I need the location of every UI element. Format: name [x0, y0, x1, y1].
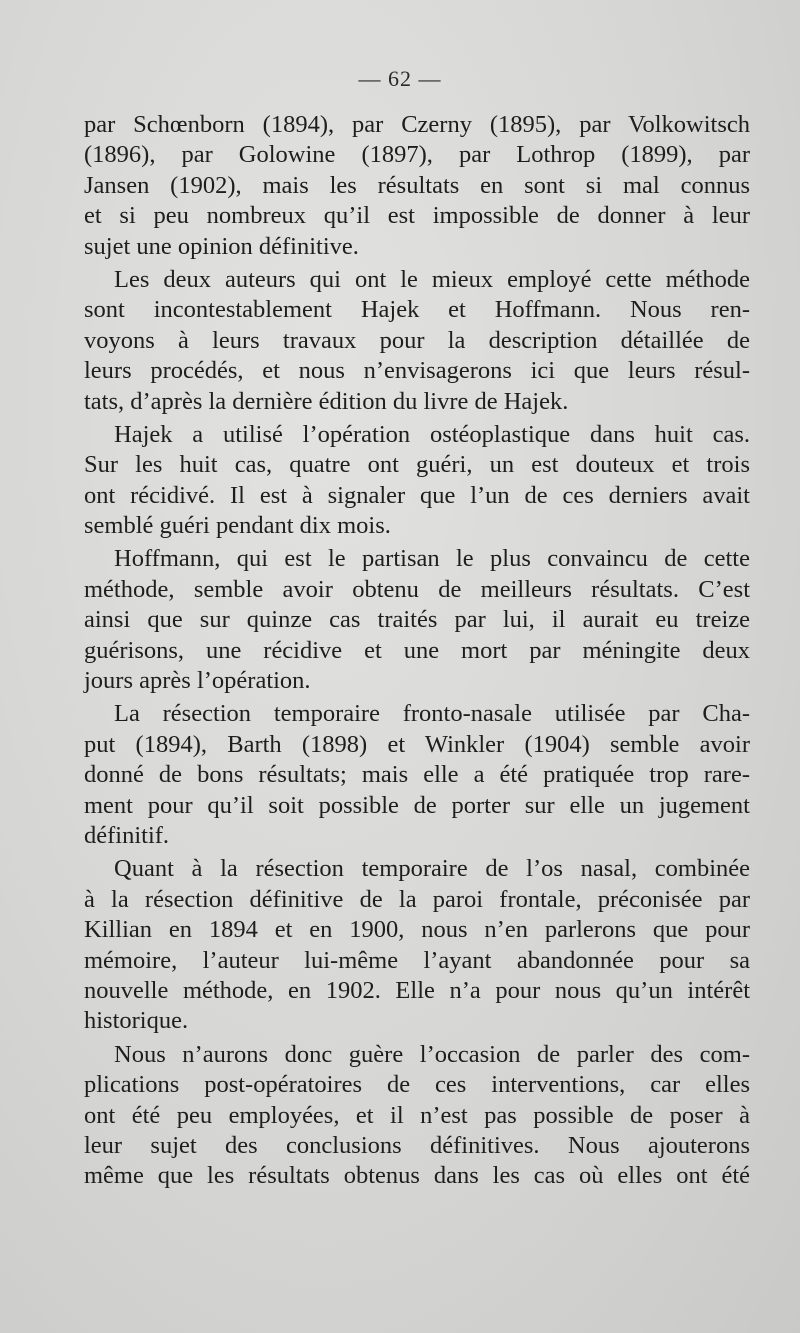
paragraph [84, 420, 750, 542]
paragraph [84, 544, 750, 696]
text-line: ment pour qu’il soit possible de porter sur elle un jugement [84, 791, 750, 819]
text-line: même que les résultats obtenus dans les cas où elles ont été [84, 1162, 750, 1190]
text-line: leurs procédés, et nous n’envisagerons ici que leurs résul- [84, 357, 750, 385]
paragraph [84, 854, 750, 1036]
text-line: mémoire, l’auteur lui-même l’ayant abandonnée pour sa [84, 946, 750, 974]
text-line: par Schœnborn (1894), par Czerny (1895), par Volkowitsch [84, 111, 750, 138]
text-line: guérisons, une récidive et une mort par méningite deux [84, 636, 750, 664]
text-line: sont incontestablement Hajek et Hoffmann. Nous ren- [84, 296, 750, 324]
text-line: Les deux auteurs qui ont le mieux employé cette méthode [114, 265, 750, 293]
paragraph [84, 265, 750, 417]
text-line: La résection temporaire fronto-nasale utilisée par Cha- [114, 700, 750, 728]
text-line: Hoffmann, qui est le partisan le plus convaincu de cette [114, 545, 750, 573]
text-line: et si peu nombreux qu’il est impossible de donner à leur [84, 202, 750, 230]
text-line: ont été peu employées, et il n’est pas possible de poser à [84, 1101, 750, 1129]
page-number: — 62 — [358, 66, 442, 91]
text-line: Hajek a utilisé l’opération ostéoplastique dans huit cas. [114, 420, 750, 448]
text-line: plications post-opératoires de ces interventions, car elles [84, 1071, 750, 1099]
text-line: ont récidivé. Il est à signaler que l’un de ces derniers avait [84, 481, 750, 509]
text-line: voyons à leurs travaux pour la description détaillée de [84, 326, 750, 354]
text-line: jours après l’opération. [84, 667, 311, 695]
text-line: Sur les huit cas, quatre ont guéri, un est douteux et trois [84, 451, 750, 479]
text-line: Jansen (1902), mais les résultats en sont si mal connus [84, 171, 750, 199]
paragraph [84, 1040, 750, 1192]
text-line: nouvelle méthode, en 1902. Elle n’a pour nous qu’un intérêt [84, 976, 750, 1004]
text-line: méthode, semble avoir obtenu de meilleurs résultats. C’est [84, 575, 750, 603]
text-line: Killian en 1894 et en 1900, nous n’en parlerons que pour [84, 916, 750, 944]
text-line: (1896), par Golowine (1897), par Lothrop (1899), par [84, 141, 750, 169]
text-line: donné de bons résultats; mais elle a été pratiquée trop rare- [84, 761, 750, 789]
text-line: ainsi que sur quinze cas traités par lui, il aurait eu treize [84, 606, 750, 634]
text-line: Quant à la résection temporaire de l’os nasal, combinée [114, 855, 750, 883]
text-line: leur sujet des conclusions définitives. Nous ajouterons [84, 1131, 750, 1159]
text-line: à la résection définitive de la paroi frontale, préconisée par [84, 885, 750, 913]
paragraph [84, 699, 750, 851]
text-line: tats, d’après la dernière édition du livre de Hajek. [84, 387, 569, 415]
text-line: sujet une opinion définitive. [84, 232, 359, 260]
text-line: semblé guéri pendant dix mois. [84, 512, 391, 540]
text-line: Nous n’aurons donc guère l’occasion de parler des com- [114, 1040, 750, 1068]
body-text [84, 110, 750, 1195]
text-line: put (1894), Barth (1898) et Winkler (1904) semble avoir [84, 730, 750, 758]
paragraph [84, 110, 750, 262]
text-line: historique. [84, 1007, 189, 1035]
text-line: définitif. [84, 821, 170, 849]
